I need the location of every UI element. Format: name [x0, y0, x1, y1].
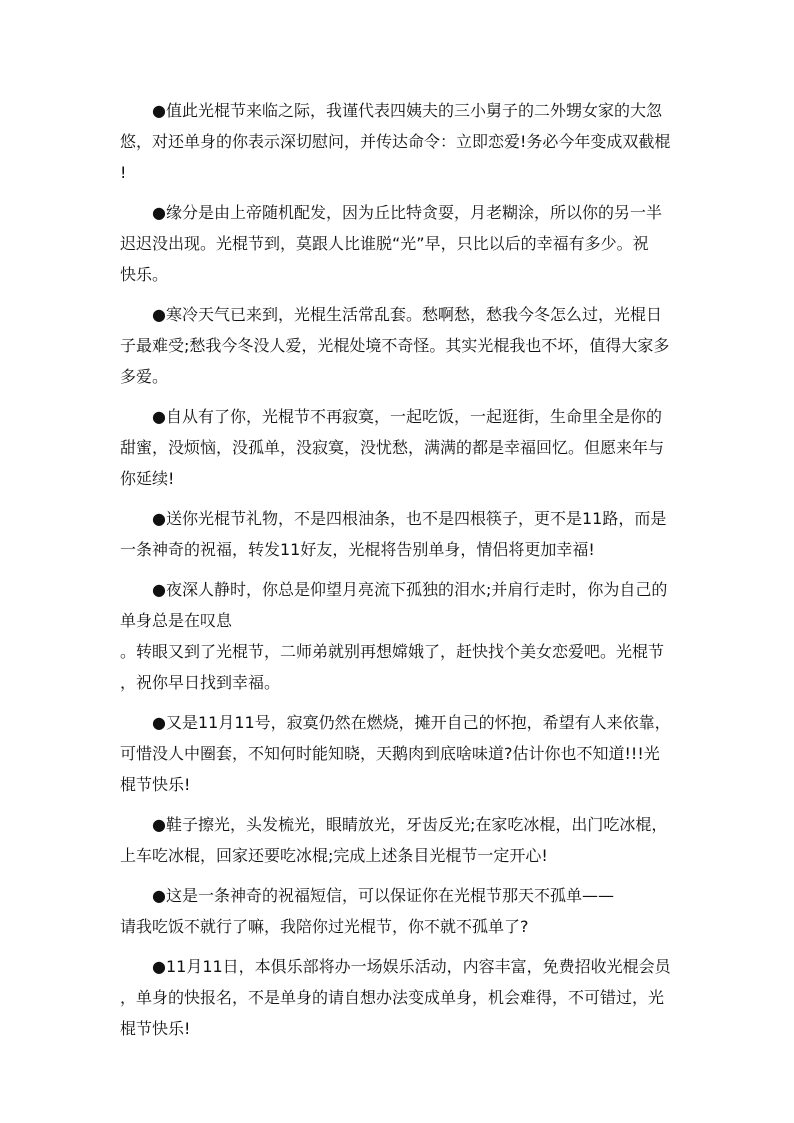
paragraph: [120, 809, 680, 871]
document-body: [120, 95, 680, 1053]
paragraph: [120, 299, 680, 392]
paragraph: [120, 951, 680, 1044]
paragraph-line: 快乐。: [120, 265, 169, 284]
paragraph-line: 棍节快乐!: [120, 1019, 191, 1038]
paragraph-line: 请我吃饭不就行了嘛，我陪你过光棍节，你不就不孤单了?: [120, 917, 529, 936]
paragraph-line: ●送你光棍节礼物，不是四根油条，也不是四根筷子，更不是11路，而是: [152, 509, 667, 528]
paragraph-line: 多爱。: [120, 367, 169, 386]
paragraph: [120, 401, 680, 494]
paragraph-line: ●缘分是由上帝随机配发，因为丘比特贪耍，月老糊涂，所以你的另一半: [152, 203, 662, 222]
paragraph-line: ●寒冷天气已来到，光棍生活常乱套。愁啊愁，愁我今冬怎么过，光棍日: [152, 305, 662, 324]
paragraph: [120, 197, 680, 290]
paragraph: [120, 503, 680, 565]
paragraph-line: 子最难受;愁我今冬没人爱，光棍处境不奇怪。其实光棍我也不坏，值得大家多: [120, 336, 670, 355]
paragraph-line: ●鞋子擦光，头发梳光，眼睛放光，牙齿反光;在家吃冰棍，出门吃冰棍，: [152, 815, 668, 834]
paragraph-line: 甜蜜，没烦恼，没孤单，没寂寞，没忧愁，满满的都是幸福回忆。但愿来年与: [120, 438, 665, 457]
paragraph-line: ●值此光棍节来临之际，我谨代表四姨夫的三小舅子的二外甥女家的大忽: [152, 101, 662, 120]
paragraph: [120, 707, 680, 800]
paragraph-line: ●这是一条神奇的祝福短信，可以保证你在光棍节那天不孤单——: [152, 886, 614, 905]
paragraph-line: ，祝你早日找到幸福。: [120, 673, 281, 692]
paragraph-line: ●夜深人静时，你总是仰望月亮流下孤独的泪水;并肩行走时，你为自己的: [152, 580, 668, 599]
paragraph-line: 棍节快乐!: [120, 775, 191, 794]
paragraph: [120, 574, 680, 698]
paragraph: [120, 880, 680, 942]
paragraph-line: 迟迟没出现。光棍节到，莫跟人比谁脱“光”早，只比以后的幸福有多少。祝: [120, 234, 649, 253]
paragraph-line: 。转眼又到了光棍节，二师弟就别再想嫦娥了，赶快找个美女恋爱吧。光棍节: [120, 642, 665, 661]
paragraph-line: ●自从有了你，光棍节不再寂寞，一起吃饭，一起逛街，生命里全是你的: [152, 407, 662, 426]
paragraph-line: !: [120, 163, 127, 182]
paragraph-line: ●又是11月11号，寂寞仍然在燃烧，摊开自己的怀抱，希望有人来依靠，: [152, 713, 671, 732]
paragraph-line: 你延续!: [120, 469, 175, 488]
paragraph-line: 一条神奇的祝福，转发11好友，光棍将告别单身，情侣将更加幸福!: [120, 540, 595, 559]
paragraph-line: 悠，对还单身的你表示深切慰问，并传达命令：立即恋爱!务必今年变成双截棍: [120, 132, 671, 151]
paragraph-line: ，单身的快报名，不是单身的请自想办法变成单身，机会难得，不可错过，光: [120, 988, 665, 1007]
paragraph-line: 上车吃冰棍，回家还要吃冰棍;完成上述条目光棍节一定开心!: [120, 846, 548, 865]
paragraph: [120, 95, 680, 188]
paragraph-line: 可惜没人中圈套，不知何时能知晓，天鹅肉到底啥味道?估计你也不知道!!!光: [120, 744, 660, 763]
paragraph-line: ●11月11日，本俱乐部将办一场娱乐活动，内容丰富，免费招收光棍会员: [152, 957, 671, 976]
paragraph-line: 单身总是在叹息: [120, 611, 233, 630]
